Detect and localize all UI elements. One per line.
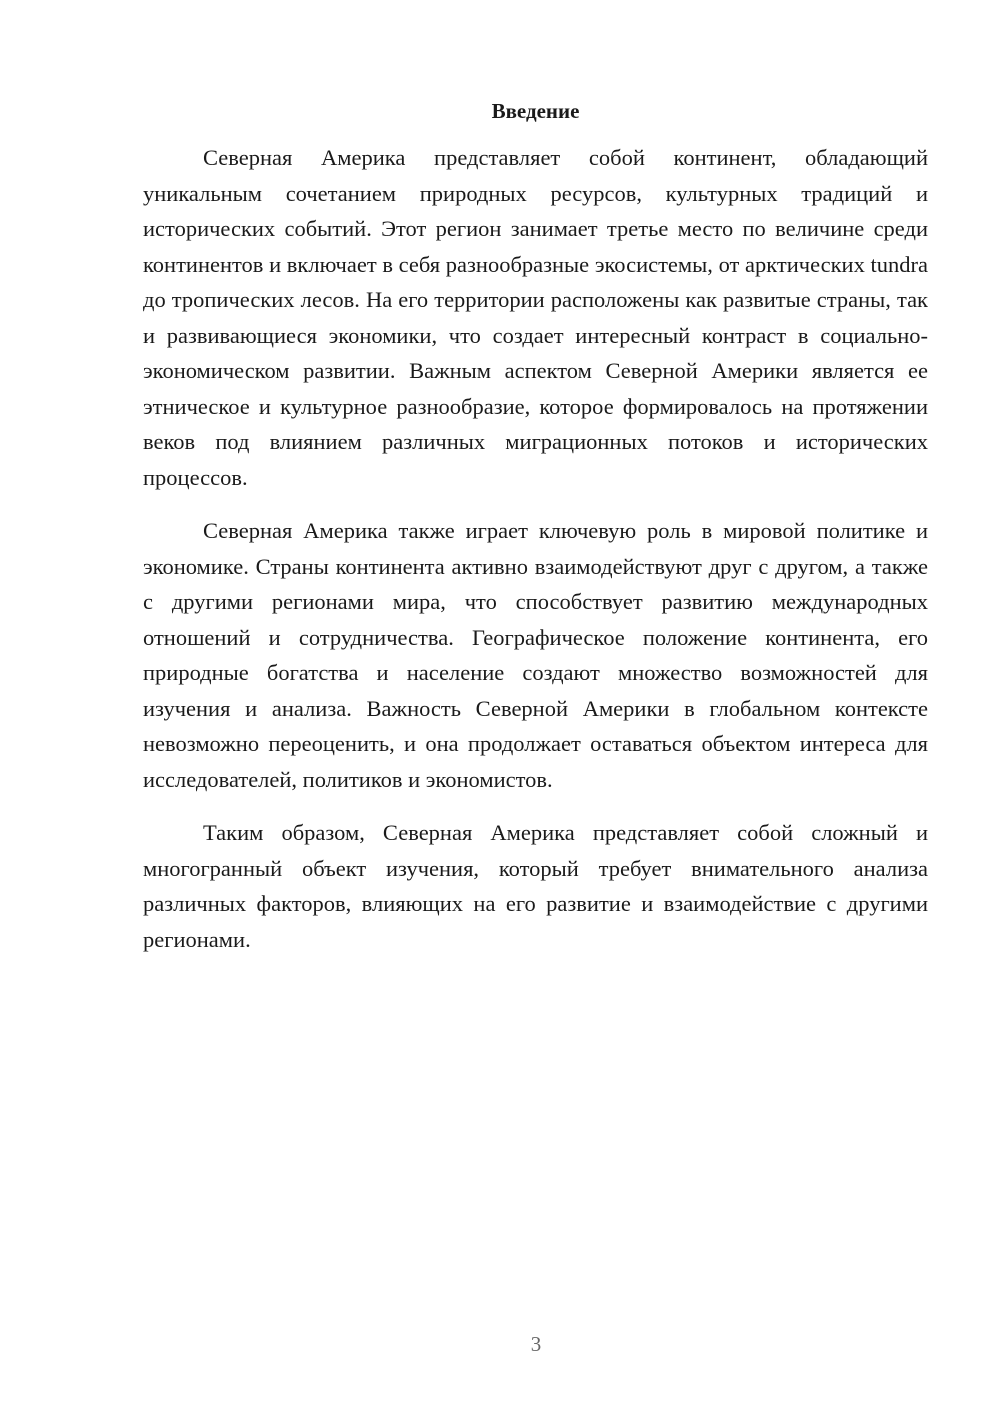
page-number: 3 — [530, 1332, 542, 1356]
paragraph-1: Северная Америка представляет собой континент, обладающий уникальным сочетанием природных ресурсов, культурных традиций и исторических событий. Этот регион занимает третье место по величине среди континентов и включает в себя разнообразные экосистемы, от арктических tundra до тропических лесов. На его территории расположены как развитые страны, так и развивающиеся экономики, что создает интересный контраст в социально-экономическом развитии. Важным аспектом Северной Америки является ее этническое и культурное разнообразие, которое формировалось на протяжении веков под влиянием различных миграционных потоков и исторических процессов. — [143, 145, 928, 490]
paragraph-3: Таким образом, Северная Америка представляет собой сложный и многогранный объект изучения, который требует внимательного анализа различных факторов, влияющих на его развитие и взаимодействие с другими регионами. — [143, 820, 928, 952]
section-title: Введение — [491, 99, 580, 123]
paragraph-2: Северная Америка также играет ключевую роль в мировой политике и экономике. Страны континента активно взаимодействуют друг с другом, а также с другими регионами мира, что способствует развитию международных отношений и сотрудничества. Географическое положение континента, его природные богатства и население создают множество возможностей для изучения и анализа. Важность Северной Америки в глобальном контексте невозможно переоценить, и она продолжает оставаться объектом интереса для исследователей, политиков и экономистов. — [143, 518, 928, 792]
page-content — [143, 96, 928, 975]
